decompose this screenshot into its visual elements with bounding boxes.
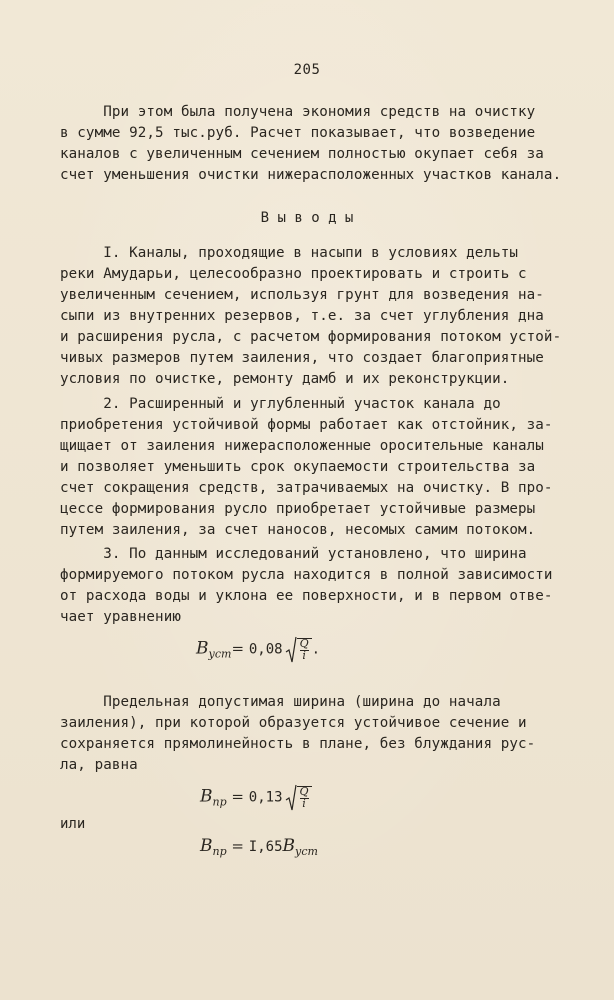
or-connector: или (60, 816, 86, 832)
text-line: и позволяет уменьшить срок окупаемости строительства за (60, 459, 536, 475)
text-line: условия по очистке, ремонту дамб и их реконструкции. (60, 371, 510, 387)
formula-variable: B (200, 836, 213, 856)
text-line: сохраняется прямолинейность в плане, без блуждания рус- (60, 736, 536, 752)
formula-subscript: пр (212, 795, 227, 809)
text-line: заиления), при которой образуется устойчивое сечение и (60, 715, 527, 731)
text-line: щищает от заиления нижерасположенные оросительные каналы (60, 438, 544, 454)
fraction-denominator: i (302, 797, 306, 810)
text-line: чает уравнению (60, 609, 181, 625)
formula-subscript: уст (208, 647, 232, 661)
text-line: в сумме 92,5 тыс.руб. Расчет показывает, что возведение (60, 125, 536, 141)
text-line: сыпи из внутренних резервов, т.е. за счет углубления дна (60, 308, 544, 324)
fraction-numerator: Q (299, 785, 309, 798)
formula-tail: . (311, 641, 321, 658)
text-line: цессе формирования русло приобретает устойчивые размеры (60, 501, 536, 517)
text-line: от расхода воды и уклона ее поверхности, и в первом отве- (60, 588, 553, 604)
fraction-numerator: Q (299, 637, 309, 650)
formula-variable: B (196, 638, 209, 659)
text-line: приобретения устойчивой формы работает как отстойник, за- (60, 417, 553, 433)
text-line: формируемого потоком русла находится в полной зависимости (60, 567, 553, 583)
fraction (297, 638, 312, 661)
formula-variable: B (200, 786, 213, 807)
text-line: При этом была получена экономия средств на очистку (60, 104, 536, 120)
formula-width-limit (200, 786, 312, 809)
fraction-denominator: i (302, 649, 306, 662)
formula-coefficient: 0,13 (248, 789, 283, 806)
text-line: и расширения русла, с расчетом формирования потоком устой- (60, 329, 562, 345)
text-line: I. Каналы, проходящие в насыпи в условиях дельты (60, 245, 519, 261)
radical-sign-icon (285, 784, 297, 812)
formula-variable: B (282, 836, 295, 856)
text-line: ла, равна (60, 757, 138, 773)
text-line: увеличенным сечением, используя грунт для возведения на- (60, 287, 544, 303)
text-line: Предельная допустимая ширина (ширина до начала (60, 694, 501, 710)
formula-equals: = (231, 787, 244, 806)
text-line: счет сокращения средств, затрачиваемых на очистку. В про- (60, 480, 553, 496)
text-line: 3. По данным исследований установлено, что ширина (60, 546, 527, 562)
square-root (285, 786, 312, 809)
section-heading: В ы в о д ы (260, 210, 354, 226)
radical-sign-icon (285, 636, 297, 664)
text-line: реки Амударьи, целесообразно проектировать и строить с (60, 266, 527, 282)
formula-equals: = (231, 639, 245, 658)
page-number: 205 (293, 62, 321, 78)
text-line: 2. Расширенный и углубленный участок канала до (60, 396, 501, 412)
formula-subscript: уст (295, 845, 318, 858)
text-line: путем заиления, за счет наносов, несомых самим потоком. (60, 522, 536, 538)
formula-equals: = (231, 837, 244, 855)
formula-width-ratio (200, 836, 318, 858)
text-line: счет уменьшения очистки нижерасположенных участков канала. (60, 167, 562, 183)
fraction (297, 786, 312, 809)
text-line: каналов с увеличенным сечением полностью окупает себя за (60, 146, 544, 162)
formula-subscript: пр (212, 845, 227, 858)
formula-coefficient: I,65 (248, 839, 283, 855)
text-line: чивых размеров путем заиления, что создает благоприятные (60, 350, 544, 366)
formula-width-stable (196, 638, 320, 661)
formula-coefficient: 0,08 (248, 641, 283, 658)
square-root (285, 638, 312, 661)
